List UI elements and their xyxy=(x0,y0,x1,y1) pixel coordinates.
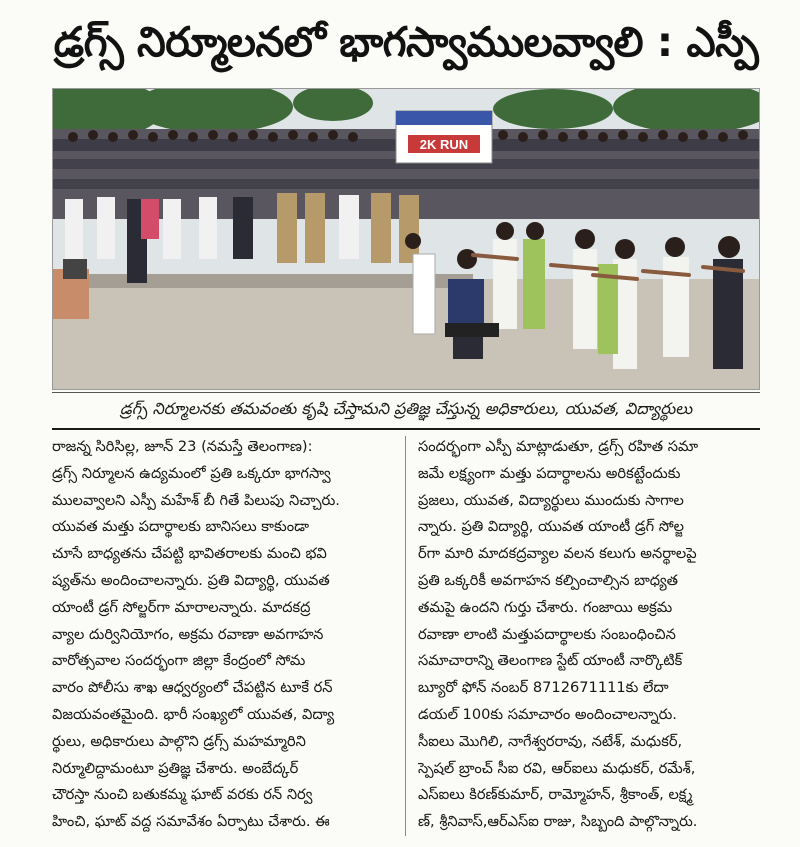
text-line: ప్రతి ఒక్కరికీ అవగాహన కల్పించాల్సిన బాధ్యత xyxy=(418,571,678,589)
text-line: డయల్ 100కు సమాచారం అందించాలన్నారు. xyxy=(418,705,677,723)
text-line: ర్‌గా మారి మాదకద్రవ్యాల వలన కలుగు అనర్థాలపై xyxy=(418,545,697,563)
text-line: న్నారు. ప్రతి విద్యార్థి, యువత యాంటీ డ్రగ్ సోల్జ xyxy=(418,518,685,536)
text-line: ఎస్ఐలు కిరణ్‌కుమార్, రామ్మోహన్, శ్రీకాంత్, లక్ష్మ xyxy=(418,786,693,804)
text-line: రవాణా లాంటి మత్తుపదార్థాలకు సంబంధించిన xyxy=(418,625,676,643)
text-line: ర్థులు, అధికారులు పాల్గొని డ్రగ్స్ మహమ్మారిని xyxy=(52,732,306,750)
text-line: నిర్మూలిద్దామంటూ ప్రతిజ్ఞ చేశారు. అంబేద్కర్ xyxy=(52,759,299,777)
caption-rule xyxy=(52,428,760,430)
article-column-left xyxy=(52,434,394,836)
text-line: సమాచారాన్ని తెలంగాణ స్టేట్ యాంటీ నార్కొటిక్ xyxy=(418,652,683,670)
text-line: హించి, ఘాట్ వద్ద సమావేశం ఏర్పాటు చేశారు. ఈ xyxy=(52,813,330,831)
text-line: ష్యత్‌ను అందించాలన్నారు. ప్రతి విద్యార్థి, యువత xyxy=(52,571,330,589)
text-line: సందర్భంగా ఎస్పీ మాట్లాడుతూ, డ్రగ్స్ రహిత సమా xyxy=(418,438,699,455)
text-line: ణ్, శ్రీనివాస్,ఆర్ఎస్ఐ రాజు, సిబ్బంది పాల్గొన్నారు. xyxy=(418,813,698,831)
event-banner xyxy=(396,111,492,163)
text-line: విజయవంతమైంది. భారీ సంఖ్యలో యువత, విద్యా xyxy=(52,705,335,723)
text-line: బ్యూరో ఫోన్ నంబర్ 8712671111కు లేదా xyxy=(418,679,669,697)
text-line: ప్రజలు, యువత, విద్యార్థులు ముందుకు సాగాల xyxy=(418,491,684,509)
article-column-right xyxy=(418,434,760,836)
text-line: సీఐలు మొగిలి, నాగేశ్వరరావు, నటేశ్, మధుకర్, xyxy=(418,732,683,750)
text-line: వారోత్సవాల సందర్భంగా జిల్లా కేంద్రంలో సోమ xyxy=(52,652,306,670)
text-line: డ్రగ్స్ నిర్మూలన ఉద్యమంలో ప్రతి ఒక్కరూ భాగస్వా xyxy=(52,464,331,482)
text-line: జమే లక్ష్యంగా మత్తు పదార్థాలను అరికట్టేందుకు xyxy=(418,464,681,482)
text-line: యాంటీ డ్రగ్ సోల్జర్‌గా మారాలన్నారు. మాదకద్ర xyxy=(52,598,311,616)
text-line: వ్యాల దుర్వినియోగం, అక్రమ రవాణా అవగాహన xyxy=(52,625,324,643)
text-line: చౌరస్తా నుంచి బతుకమ్మ ఘాట్ వరకు రన్ నిర్వ xyxy=(52,786,313,804)
text-line: తమపై ఉందని గుర్తు చేశారు. గంజాయి అక్రమ xyxy=(418,598,673,616)
caption-rule xyxy=(52,392,760,393)
text-line: ములవ్వాలని ఎస్పీ మహేశ్ బీ గితే పిలుపు నిచ్చారు. xyxy=(52,491,340,509)
news-photo xyxy=(52,88,760,390)
text-line: వారం పోలీసు శాఖ ఆధ్వర్యంలో చేపట్టిన టూకే రన్ xyxy=(52,679,333,697)
text-line: రాజన్న సిరిసిల్ల, జూన్ 23 (నమస్తే తెలంగాణ): xyxy=(52,438,313,455)
headline: డ్రగ్స్ నిర్మూలనలో భాగస్వాములవ్వాలి : ఎస్పీ xyxy=(53,18,759,66)
text-line: చూసే బాధ్యతను చేపట్టి భావితరాలకు మంచి భవి xyxy=(52,545,327,563)
text-line: స్పెషల్ బ్రాంచ్ సీఐ రవి, ఆర్ఐలు మధుకర్, రమేశ్, xyxy=(418,759,696,777)
photo-caption: డ్రగ్స్ నిర్మూలనకు తమవంతు కృషి చేస్తామని ప్రతిజ్ఞ చేస్తున్న అధికారులు, యువత, విద్యార్థులు xyxy=(119,398,693,418)
column-divider xyxy=(405,436,406,836)
text-line: యువత మత్తు పదార్థాలకు బానిసలు కాకుండా xyxy=(52,518,309,536)
banner-text: 2K RUN xyxy=(419,137,469,152)
